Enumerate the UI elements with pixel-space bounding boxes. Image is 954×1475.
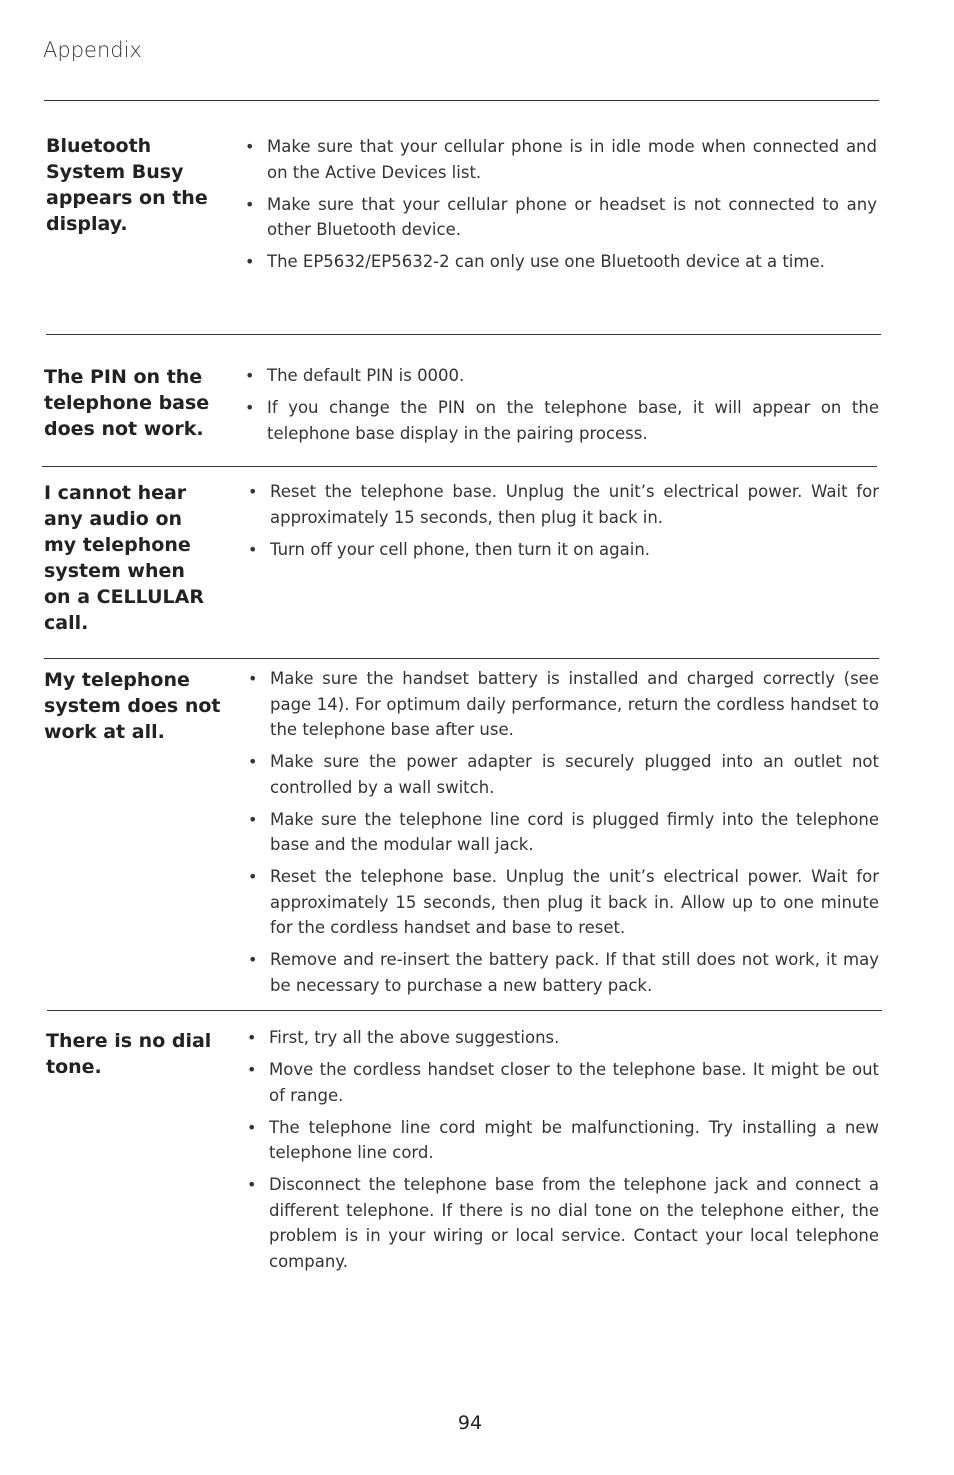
- divider: [44, 100, 879, 101]
- item-text: Make sure the power adapter is securely plugged into an outlet not controlled by a wall switch.: [270, 752, 879, 797]
- list-item: [248, 749, 879, 800]
- list-item: [245, 395, 879, 446]
- item-text: Make sure the telephone line cord is plugged firmly into the telephone base and the modular wall jack.: [270, 809, 879, 854]
- bullet-icon: •: [247, 1117, 257, 1137]
- list-item: [248, 807, 879, 858]
- topic-heading: Bluetooth System Busy appears on the display.: [46, 135, 208, 235]
- page-header: Appendix: [43, 38, 142, 62]
- bullet-icon: •: [248, 539, 258, 559]
- bullet-icon: •: [245, 137, 255, 156]
- item-text: Remove and re-insert the battery pack. If that still does not work, it may be necessary to purchase a new battery pack.: [270, 950, 879, 995]
- item-text: Turn off your cell phone, then turn it on again.: [270, 539, 651, 559]
- item-text: Make sure that your cellular phone or headset is not connected to any other Bluetooth device.: [267, 194, 877, 239]
- bullet-icon: •: [245, 194, 255, 214]
- list-item: [248, 666, 879, 743]
- item-text: Reset the telephone base. Unplug the unit’s electrical power. Wait for approximately 15 seconds, then plug it back in.: [270, 482, 879, 527]
- bullet-icon: •: [248, 669, 258, 688]
- list-item: [248, 479, 879, 530]
- item-text: The telephone line cord might be malfunctioning. Try installing a new telephone line cord.: [269, 1117, 879, 1162]
- item-text: First, try all the above suggestions.: [269, 1028, 560, 1047]
- item-text: Make sure the handset battery is installed and charged correctly (see page 14). For optimum daily performance, return the cordless handset to the telephone base after use.: [270, 669, 879, 739]
- list-item: [245, 249, 877, 275]
- topic-heading: There is no dial tone.: [46, 1030, 212, 1078]
- list-item: [248, 537, 879, 563]
- bullet-list: [245, 363, 879, 453]
- divider: [47, 1010, 882, 1011]
- divider: [46, 334, 881, 335]
- item-text: Make sure that your cellular phone is in idle mode when connected and on the Active Devices list.: [267, 137, 877, 182]
- bullet-list: [248, 666, 879, 1005]
- bullet-icon: •: [245, 366, 255, 385]
- item-text: Move the cordless handset closer to the telephone base. It might be out of range.: [269, 1060, 879, 1105]
- list-item: [247, 1172, 879, 1274]
- bullet-icon: •: [248, 950, 258, 969]
- bullet-list: [245, 134, 877, 281]
- divider: [42, 466, 877, 467]
- divider: [44, 658, 879, 659]
- bullet-list: [247, 1025, 879, 1281]
- list-item: [245, 192, 877, 243]
- bullet-list: [248, 479, 879, 569]
- list-item: [247, 1115, 879, 1166]
- bullet-icon: •: [245, 398, 255, 417]
- bullet-icon: •: [248, 809, 258, 829]
- list-item: [245, 134, 877, 185]
- topic-heading: I cannot hear any audio on my telephone system when on a CELLULAR call.: [44, 482, 204, 634]
- list-item: [248, 864, 879, 941]
- list-item: [245, 363, 879, 389]
- bullet-icon: •: [247, 1175, 257, 1194]
- topic-heading: The PIN on the telephone base does not work.: [44, 366, 210, 440]
- list-item: [247, 1025, 879, 1051]
- item-text: Disconnect the telephone base from the telephone jack and connect a different telephone. If there is no dial tone on the telephone either, the problem is in your wiring or local service. Contact your local telephone company.: [269, 1175, 879, 1271]
- list-item: [247, 1057, 879, 1108]
- item-text: If you change the PIN on the telephone base, it will appear on the telephone base display in the pairing process.: [267, 398, 879, 443]
- item-text: Reset the telephone base. Unplug the unit’s electrical power. Wait for approximately 15 seconds, then plug it back in. Allow up to one minute for the cordless handset and base to reset.: [270, 867, 879, 937]
- item-text: The default PIN is 0000.: [267, 366, 465, 385]
- bullet-icon: •: [248, 752, 258, 771]
- item-text: The EP5632/EP5632-2 can only use one Bluetooth device at a time.: [267, 252, 825, 271]
- bullet-icon: •: [248, 867, 258, 886]
- page-number: 94: [457, 1412, 483, 1434]
- bullet-icon: •: [247, 1060, 257, 1079]
- bullet-icon: •: [248, 482, 258, 501]
- bullet-icon: •: [247, 1028, 257, 1047]
- list-item: [248, 947, 879, 998]
- bullet-icon: •: [245, 252, 255, 271]
- topic-heading: My telephone system does not work at all.: [44, 669, 221, 743]
